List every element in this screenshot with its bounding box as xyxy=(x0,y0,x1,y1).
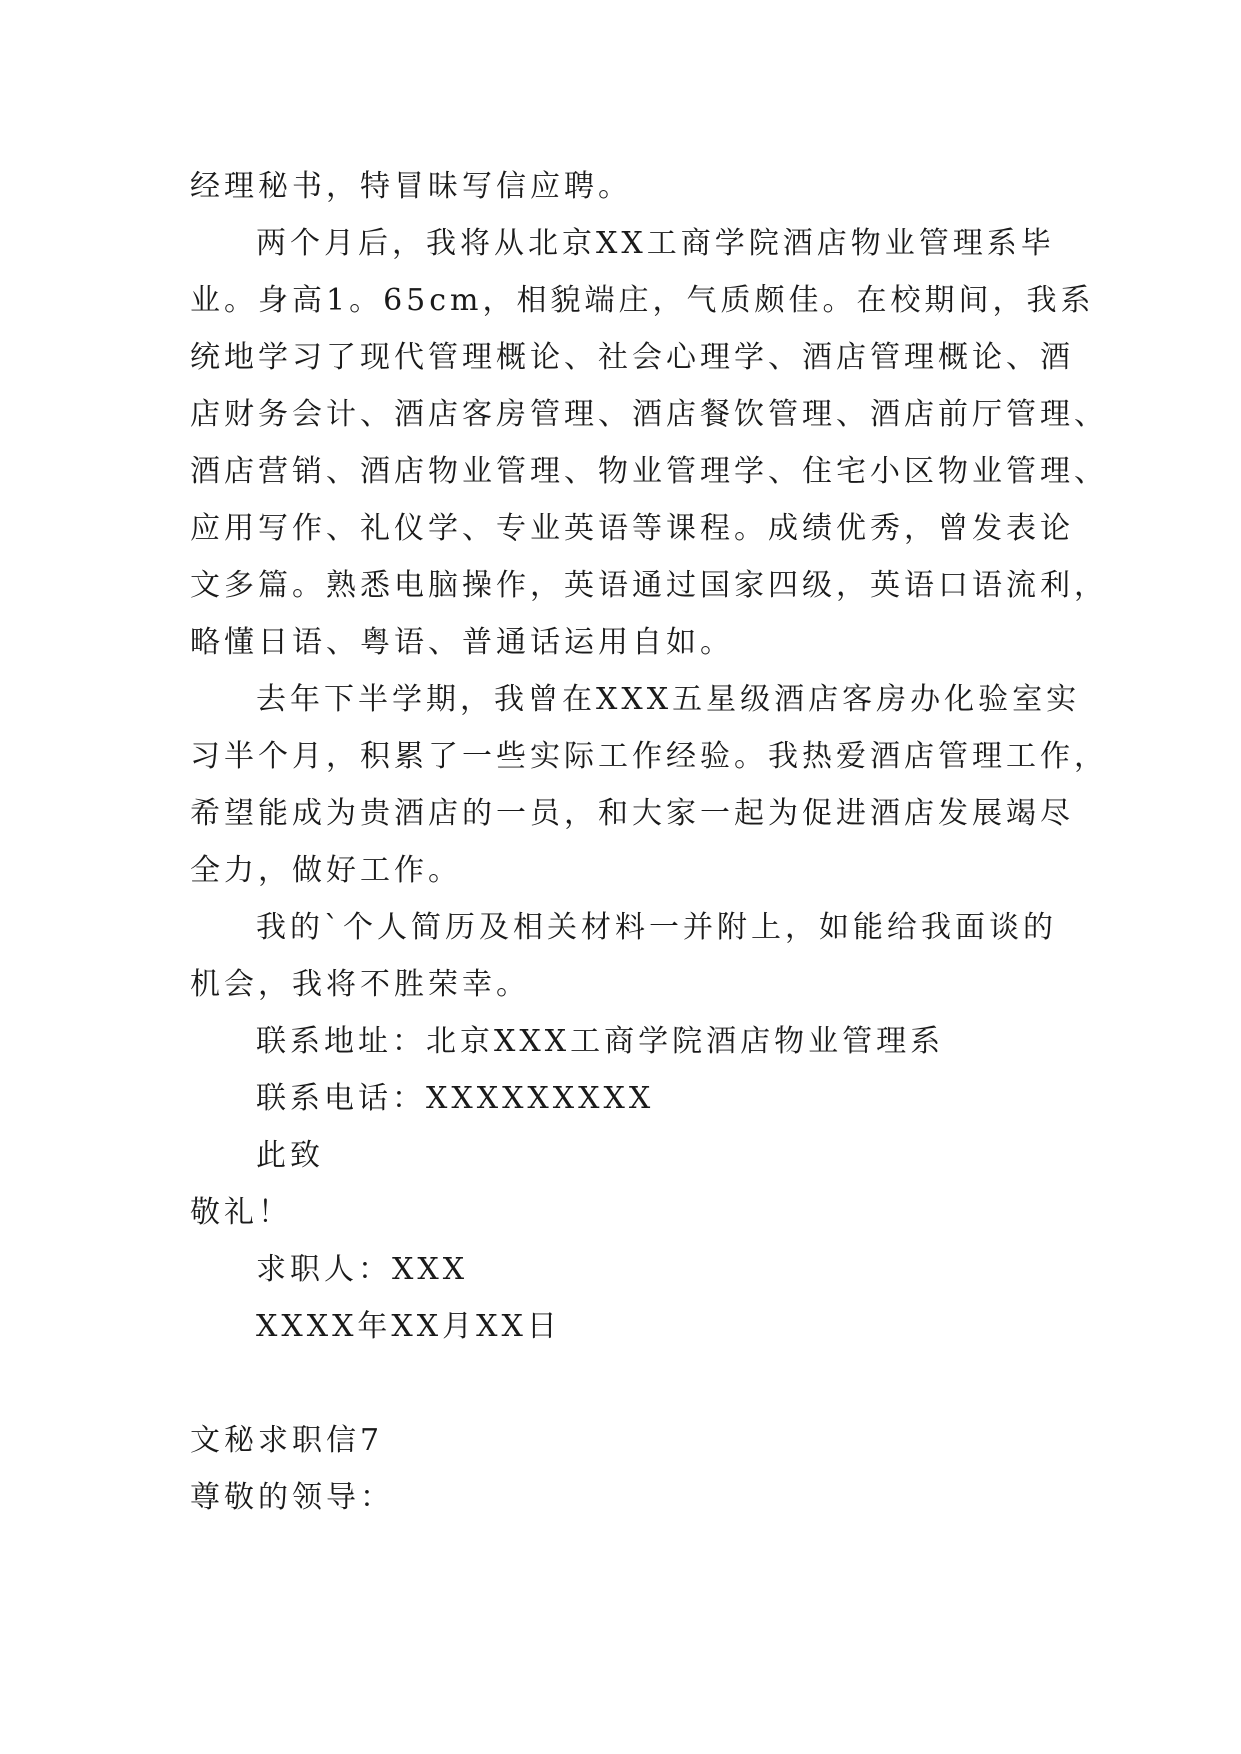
paragraph-line: 略懂日语、粤语、普通话运用自如。 xyxy=(190,625,734,660)
paragraph-line: 店财务会计、酒店客房管理、酒店餐饮管理、酒店前厅管理、 xyxy=(190,397,1108,432)
paragraph-line: 业。身高1。65cm，相貌端庄，气质颇佳。在校期间，我系 xyxy=(190,283,1095,318)
signature-date: XXXX年XX月XX日 xyxy=(256,1309,561,1344)
paragraph-line: 习半个月，积累了一些实际工作经验。我热爱酒店管理工作， xyxy=(190,739,1108,774)
signature-name: 求职人：XXX xyxy=(256,1252,469,1287)
paragraph-line: 统地学习了现代管理概论、社会心理学、酒店管理概论、酒 xyxy=(190,340,1074,375)
paragraph-line: 我的`个人简历及相关材料一并附上，如能给我面谈的 xyxy=(256,910,1057,945)
paragraph-line: 两个月后，我将从北京XX工商学院酒店物业管理系毕 xyxy=(256,226,1055,261)
closing-salute: 敬礼！ xyxy=(190,1195,292,1230)
paragraph-line: 经理秘书，特冒昧写信应聘。 xyxy=(190,169,632,204)
paragraph-line: 应用写作、礼仪学、专业英语等课程。成绩优秀，曾发表论 xyxy=(190,511,1074,546)
section-gap xyxy=(190,1355,1060,1412)
section-title: 文秘求职信7 xyxy=(190,1423,384,1458)
contact-address: 联系地址：北京XXX工商学院酒店物业管理系 xyxy=(256,1024,945,1059)
contact-phone: 联系电话：XXXXXXXXX xyxy=(256,1081,655,1116)
paragraph-line: 去年下半学期，我曾在XXX五星级酒店客房办化验室实 xyxy=(256,682,1081,717)
paragraph-line: 希望能成为贵酒店的一员，和大家一起为促进酒店发展竭尽 xyxy=(190,796,1074,831)
paragraph-line: 酒店营销、酒店物业管理、物业管理学、住宅小区物业管理、 xyxy=(190,454,1108,489)
letter-body xyxy=(190,158,1108,1526)
paragraph-line: 全力，做好工作。 xyxy=(190,853,462,888)
paragraph-line: 机会，我将不胜荣幸。 xyxy=(190,967,530,1002)
closing-phrase: 此致 xyxy=(256,1138,324,1173)
paragraph-line: 文多篇。熟悉电脑操作，英语通过国家四级，英语口语流利， xyxy=(190,568,1108,603)
salutation: 尊敬的领导： xyxy=(190,1480,394,1515)
